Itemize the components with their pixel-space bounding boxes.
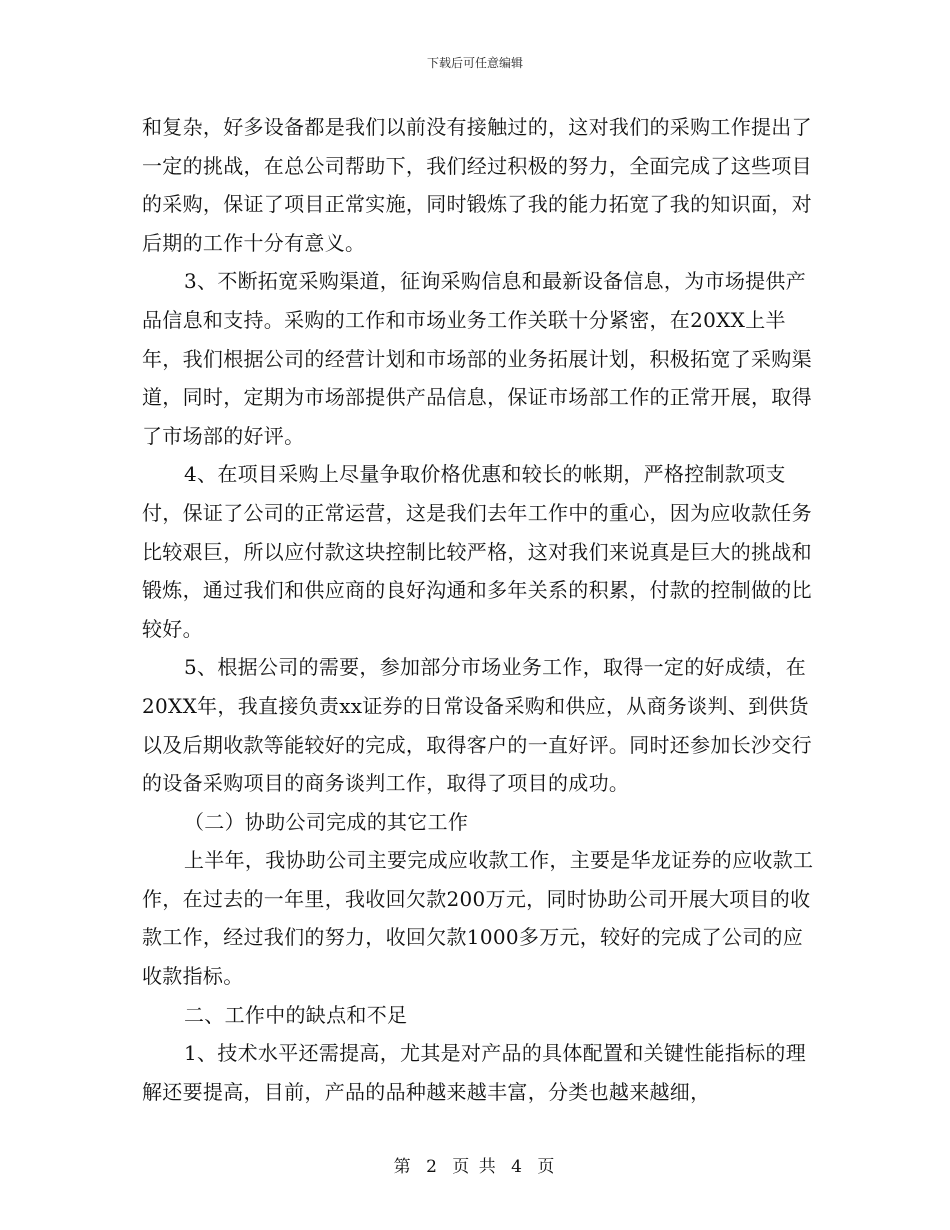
paragraph-5: 上半年，我协助公司主要完成应收款工作，主要是华龙证券的应收款工作，在过去的一年里，我收回欠款200万元，同时协助公司开展大项目的收款工作，经过我们的努力，收回欠款1000多万元，较好的完成了公司的应收款指标。 [142,848,814,989]
paragraph-1: 和复杂，好多设备都是我们以前没有接触过的，这对我们的采购工作提出了一定的挑战，在总公司帮助下，我们经过积极的努力，全面完成了这些项目的采购，保证了项目正常实施，同时锻炼了我的能力拓宽了我的知识面，对后期的工作十分有意义。 [142,115,812,255]
paragraph-4: 5、根据公司的需要，参加部分市场业务工作，取得一定的好成绩，在20XX年，我直接负责xx证券的日常设备采购和供应，从商务谈判、到供货以及后期收款等能较好的完成，取得客户的一直好评。同时还参加长沙交行的设备采购项目的商务谈判工作，取得了项目的成功。 [142,655,812,796]
footer-suffix: 页 [537,1157,557,1177]
paragraph-6: 1、技术水平还需提高，尤其是对产品的具体配置和关键性能指标的理解还要提高，目前，产品的品种越来越丰富，分类也越来越细， [142,1041,807,1104]
footer-page-number: 2 [426,1157,439,1177]
header-note: 下载后可任意编辑 [426,56,523,70]
page-footer [0,1152,950,1177]
document-body [142,108,822,1111]
paragraph-2: 3、不断拓宽采购渠道，征询采购信息和最新设备信息，为市场提供产品信息和支持。采购的工作和市场业务工作关联十分紧密，在20XX上半年，我们根据公司的经营计划和市场部的业务拓展计划，积极拓宽了采购渠道，同时，定期为市场部提供产品信息，保证市场部工作的正常开展，取得了市场部的好评。 [142,269,812,448]
paragraph-3: 4、在项目采购上尽量争取价格优惠和较长的帐期，严格控制款项支付，保证了公司的正常运营，这是我们去年工作中的重心，因为应收款任务比较艰巨，所以应付款这块控制比较严格，这对我们来说真是巨大的挑战和锻炼，通过我们和供应商的良好沟通和多年关系的积累，付款的控制做的比较好。 [142,462,812,641]
footer-total-pages: 4 [511,1157,524,1177]
section-heading-other-work: （二）协助公司完成的其它工作 [184,809,469,834]
section-heading-shortcomings: 二、工作中的缺点和不足 [184,1002,408,1027]
footer-prefix: 第 [393,1157,413,1177]
footer-middle: 页 共 [452,1157,498,1177]
